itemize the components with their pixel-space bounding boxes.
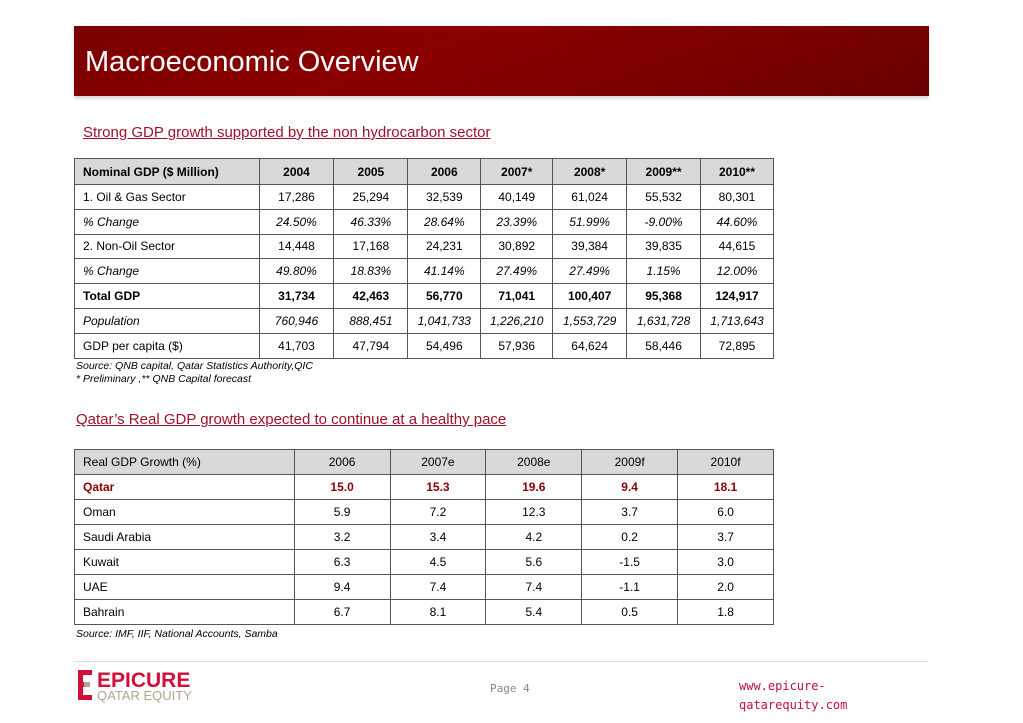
cell: -1.5 xyxy=(582,550,678,575)
cell: 9.4 xyxy=(294,575,390,600)
epicure-logo xyxy=(77,667,227,708)
row-label: Oman xyxy=(75,500,295,525)
cell: 760,946 xyxy=(259,308,334,333)
table-row xyxy=(75,234,774,259)
cell: 58,446 xyxy=(627,333,701,358)
row-label: Qatar xyxy=(75,475,295,500)
cell: 27.49% xyxy=(553,259,627,284)
svg-text:QATAR EQUITY: QATAR EQUITY xyxy=(97,688,192,703)
cell: 1.15% xyxy=(627,259,701,284)
cell: 7.4 xyxy=(486,575,582,600)
section1-heading: Strong GDP growth supported by the non hydrocarbon sector xyxy=(83,124,491,141)
table-row xyxy=(75,575,774,600)
table-row xyxy=(75,600,774,625)
column-header: 2007e xyxy=(390,450,486,475)
cell: 31,734 xyxy=(259,284,334,309)
cell: -9.00% xyxy=(627,209,701,234)
column-header: 2006 xyxy=(294,450,390,475)
svg-text:EPICURE: EPICURE xyxy=(97,669,191,692)
cell: 5.9 xyxy=(294,500,390,525)
section1-source: Source: QNB capital, Qatar Statistics Authority,QIC xyxy=(76,360,313,372)
cell: 100,407 xyxy=(553,284,627,309)
cell: 32,539 xyxy=(408,185,481,210)
cell: 3.7 xyxy=(582,500,678,525)
page-title: Macroeconomic Overview xyxy=(85,46,419,78)
footer-divider xyxy=(74,661,929,662)
cell: 72,895 xyxy=(701,333,774,358)
table-row xyxy=(75,500,774,525)
cell: 6.7 xyxy=(294,600,390,625)
column-header: 2009f xyxy=(582,450,678,475)
section2-heading: Qatar’s Real GDP growth expected to continue at a healthy pace xyxy=(76,411,507,428)
cell: 12.00% xyxy=(701,259,774,284)
cell: 1,226,210 xyxy=(481,308,553,333)
column-header: 2006 xyxy=(408,159,481,185)
row-label: Saudi Arabia xyxy=(75,525,295,550)
cell: 14,448 xyxy=(259,234,334,259)
column-header: 2005 xyxy=(334,159,408,185)
cell: 17,286 xyxy=(259,185,334,210)
nominal-gdp-table xyxy=(74,158,774,359)
row-label: % Change xyxy=(75,259,260,284)
row-label: 1. Oil & Gas Sector xyxy=(75,185,260,210)
table-row xyxy=(75,185,774,210)
row-label: UAE xyxy=(75,575,295,600)
column-header: 2008* xyxy=(553,159,627,185)
cell: 1,553,729 xyxy=(553,308,627,333)
cell: 12.3 xyxy=(486,500,582,525)
table-row xyxy=(75,284,774,309)
cell: 7.2 xyxy=(390,500,486,525)
cell: 15.0 xyxy=(294,475,390,500)
table-row xyxy=(75,475,774,500)
cell: 27.49% xyxy=(481,259,553,284)
cell: 44,615 xyxy=(701,234,774,259)
cell: 4.5 xyxy=(390,550,486,575)
cell: 28.64% xyxy=(408,209,481,234)
table-row xyxy=(75,525,774,550)
real-gdp-table xyxy=(74,449,774,625)
url-line-2[interactable]: qatarequity.com xyxy=(739,698,848,712)
cell: 3.4 xyxy=(390,525,486,550)
cell: 71,041 xyxy=(481,284,553,309)
cell: 124,917 xyxy=(701,284,774,309)
cell: 39,384 xyxy=(553,234,627,259)
cell: 0.2 xyxy=(582,525,678,550)
row-label: Bahrain xyxy=(75,600,295,625)
cell: 6.3 xyxy=(294,550,390,575)
cell: -1.1 xyxy=(582,575,678,600)
column-header: 2009** xyxy=(627,159,701,185)
cell: 51.99% xyxy=(553,209,627,234)
website-link[interactable] xyxy=(739,677,847,715)
cell: 3.0 xyxy=(678,550,774,575)
cell: 39,835 xyxy=(627,234,701,259)
cell: 4.2 xyxy=(486,525,582,550)
table-row xyxy=(75,550,774,575)
page-number: Page 4 xyxy=(490,682,530,695)
cell: 1,041,733 xyxy=(408,308,481,333)
column-header: 2007* xyxy=(481,159,553,185)
cell: 5.4 xyxy=(486,600,582,625)
header-row xyxy=(75,450,774,475)
cell: 888,451 xyxy=(334,308,408,333)
cell: 80,301 xyxy=(701,185,774,210)
cell: 55,532 xyxy=(627,185,701,210)
cell: 19.6 xyxy=(486,475,582,500)
cell: 56,770 xyxy=(408,284,481,309)
row-label: Population xyxy=(75,308,260,333)
cell: 18.83% xyxy=(334,259,408,284)
cell: 1,631,728 xyxy=(627,308,701,333)
cell: 24,231 xyxy=(408,234,481,259)
cell: 1.8 xyxy=(678,600,774,625)
cell: 18.1 xyxy=(678,475,774,500)
cell: 54,496 xyxy=(408,333,481,358)
cell: 30,892 xyxy=(481,234,553,259)
table-row xyxy=(75,259,774,284)
table-row xyxy=(75,308,774,333)
header-row xyxy=(75,159,774,185)
url-line-1[interactable]: www.epicure- xyxy=(739,679,826,693)
column-header: 2004 xyxy=(259,159,334,185)
cell: 0.5 xyxy=(582,600,678,625)
cell: 17,168 xyxy=(334,234,408,259)
row-label: Total GDP xyxy=(75,284,260,309)
cell: 44.60% xyxy=(701,209,774,234)
cell: 40,149 xyxy=(481,185,553,210)
cell: 46.33% xyxy=(334,209,408,234)
cell: 1,713,643 xyxy=(701,308,774,333)
row-label: % Change xyxy=(75,209,260,234)
cell: 23.39% xyxy=(481,209,553,234)
column-header: Real GDP Growth (%) xyxy=(75,450,295,475)
cell: 42,463 xyxy=(334,284,408,309)
column-header: 2008e xyxy=(486,450,582,475)
cell: 3.2 xyxy=(294,525,390,550)
section2-source: Source: IMF, IIF, National Accounts, Samba xyxy=(76,628,278,640)
cell: 3.7 xyxy=(678,525,774,550)
table-row xyxy=(75,209,774,234)
cell: 5.6 xyxy=(486,550,582,575)
column-header: 2010f xyxy=(678,450,774,475)
cell: 95,368 xyxy=(627,284,701,309)
cell: 6.0 xyxy=(678,500,774,525)
cell: 15.3 xyxy=(390,475,486,500)
cell: 64,624 xyxy=(553,333,627,358)
row-label: Kuwait xyxy=(75,550,295,575)
column-header: Nominal GDP ($ Million) xyxy=(75,159,260,185)
column-header: 2010** xyxy=(701,159,774,185)
table-row xyxy=(75,333,774,358)
section1-note: * Preliminary ,** QNB Capital forecast xyxy=(76,373,252,385)
cell: 41.14% xyxy=(408,259,481,284)
cell: 25,294 xyxy=(334,185,408,210)
cell: 47,794 xyxy=(334,333,408,358)
title-banner xyxy=(74,26,929,96)
cell: 41,703 xyxy=(259,333,334,358)
cell: 8.1 xyxy=(390,600,486,625)
cell: 2.0 xyxy=(678,575,774,600)
cell: 9.4 xyxy=(582,475,678,500)
row-label: 2. Non-Oil Sector xyxy=(75,234,260,259)
cell: 7.4 xyxy=(390,575,486,600)
cell: 24.50% xyxy=(259,209,334,234)
cell: 61,024 xyxy=(553,185,627,210)
row-label: GDP per capita ($) xyxy=(75,333,260,358)
cell: 49.80% xyxy=(259,259,334,284)
cell: 57,936 xyxy=(481,333,553,358)
